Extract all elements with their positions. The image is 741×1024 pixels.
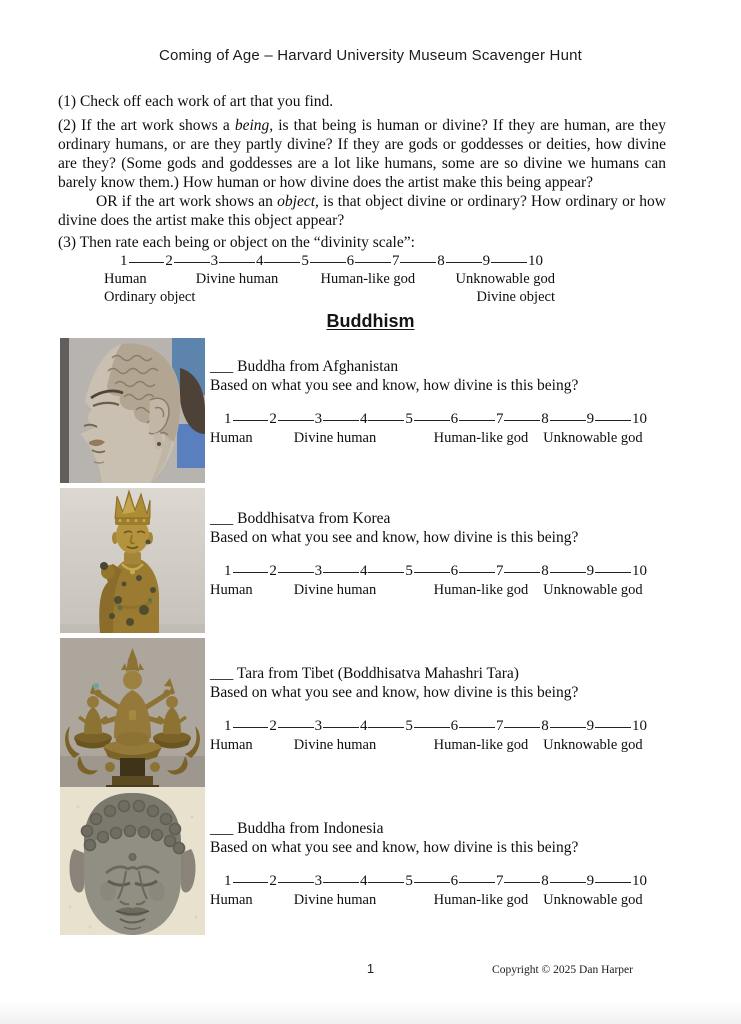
scale-line-segment [550,572,586,573]
artwork-title-line [210,819,647,838]
scale-line-segment [414,727,450,728]
scale-number-4: 4 [255,253,264,269]
scale-line-segment [595,727,631,728]
scale-line-segment [459,420,495,421]
scale-number-6: 6 [450,411,459,427]
rating-scale [210,411,647,445]
footer-copyright: Copyright © 2025 Dan Harper [492,964,633,976]
scale-line-segment [233,727,269,728]
scale-label-ordinary-object: Ordinary object [104,289,196,305]
instruction-step-2-being [58,116,666,192]
scale-line-segment [219,262,255,263]
rating-scale-labels [210,581,647,597]
artwork-item-tara-tibet [210,664,647,752]
divinity-scale-intro [104,253,555,305]
scale-number-1: 1 [120,253,128,269]
rating-scale-labels [210,736,647,752]
scale-number-1: 1 [224,563,232,579]
scale-label-human: Human [210,737,253,753]
scale-number-3: 3 [314,718,323,734]
artwork-title-line [210,664,647,683]
scale-line-segment [278,572,314,573]
artwork-title: Buddha from Indonesia [237,820,384,837]
scale-label-unknowable-god: Unknowable god [455,271,555,287]
scale-label-divine-human: Divine human [293,430,377,446]
scale-line-segment [504,572,540,573]
scale-number-8: 8 [541,411,549,427]
step2-or-text: OR if the art work shows an [96,193,278,210]
divinity-scale-ticks [120,253,543,269]
scale-number-2: 2 [269,563,277,579]
scale-number-5: 5 [405,718,413,734]
scale-number-7: 7 [495,411,504,427]
artwork-image-tara-tibet [60,638,205,789]
step2-text: (2) If the art work shows a [58,117,235,134]
scale-label-human: Human [210,892,253,908]
scale-line-segment [323,727,359,728]
rating-scale [210,718,647,752]
scale-line-segment [278,727,314,728]
scale-line-segment [323,420,359,421]
scale-label-divine-human: Divine human [293,892,377,908]
section-heading-buddhism: Buddhism [326,311,415,331]
artwork-item-boddhisatva-korea [210,509,647,597]
checkoff-blank: ___ [210,820,234,837]
artwork-item-buddha-indonesia [210,819,647,907]
scale-number-6: 6 [346,253,355,269]
artwork-image-buddha-indonesia [60,787,205,935]
scale-line-segment [233,420,269,421]
scale-label-human-like-god: Human-like god [433,737,529,753]
scale-line-segment [368,727,404,728]
step2-italic-being: being, [234,117,274,134]
artwork-title: Tara from Tibet (Boddhisatva Mahashri Tara) [236,665,519,682]
instruction-step-1: (1) Check off each work of art that you find. [58,93,334,110]
scale-line-segment [323,882,359,883]
artwork-question: Based on what you see and know, how divine is this being? [210,684,579,701]
artwork-title-line [210,509,647,528]
scale-label-human: Human [210,430,253,446]
scale-number-7: 7 [495,718,504,734]
scale-number-9: 9 [586,411,595,427]
artwork-title: Boddhisatva from Korea [237,510,391,527]
scale-line-segment [355,262,391,263]
scale-line-segment [264,262,300,263]
scale-number-7: 7 [391,253,400,269]
divinity-scale-being-labels [104,271,555,287]
scale-number-3: 3 [314,411,323,427]
scale-number-6: 6 [450,718,459,734]
scale-line-segment [504,420,540,421]
scale-label-human-like-god: Human-like god [433,582,529,598]
scale-number-3: 3 [314,873,323,889]
scale-number-1: 1 [224,873,232,889]
scale-number-8: 8 [541,873,549,889]
scale-label-human-like-god: Human-like god [320,271,416,287]
rating-scale-ticks [224,873,647,889]
scale-number-10: 10 [631,411,647,427]
scale-label-unknowable-god: Unknowable god [543,430,643,446]
scale-label-human-like-god: Human-like god [433,892,529,908]
scale-number-4: 4 [359,718,368,734]
scale-number-2: 2 [269,718,277,734]
rating-scale [210,563,647,597]
scale-line-segment [550,420,586,421]
checkoff-blank: ___ [210,358,234,375]
instruction-step-2-object [58,192,666,230]
scale-label-divine-human: Divine human [195,271,279,287]
footer-page-number: 1 [366,961,375,976]
step2-italic-object: object, [277,193,319,210]
scale-line-segment [504,727,540,728]
scale-label-unknowable-god: Unknowable god [543,892,643,908]
step2-or-text-cont: is that object divine or ordinary? How ordinary or how divine does the artist make this object appear? [58,193,667,229]
scale-label-unknowable-god: Unknowable god [543,582,643,598]
scale-number-5: 5 [405,411,413,427]
artwork-image-boddhisatva-korea [60,488,205,633]
scale-line-segment [550,882,586,883]
scale-line-segment [368,420,404,421]
scale-line-segment [323,572,359,573]
scale-number-6: 6 [450,873,459,889]
scale-label-human-like-god: Human-like god [433,430,529,446]
scale-label-human: Human [104,271,147,287]
divinity-scale-object-labels [104,289,555,305]
rating-scale [210,873,647,907]
scale-line-segment [400,262,436,263]
scale-number-9: 9 [482,253,491,269]
scale-number-1: 1 [224,411,232,427]
scale-line-segment [310,262,346,263]
step2-text-cont: is that being is human or divine? If they are human, are they ordinary humans, or are they partly divine? If they are gods or goddesses or deities, how divine are they? (Some gods and goddesses are a lot like humans, some are so divine we humans can barely know them.) How human or how divine does the artist make this being appear? [58,117,666,191]
scale-line-segment [550,727,586,728]
scale-number-4: 4 [359,411,368,427]
artwork-question: Based on what you see and know, how divine is this being? [210,529,579,546]
scale-line-segment [174,262,210,263]
artwork-question: Based on what you see and know, how divine is this being? [210,839,579,856]
scale-number-7: 7 [495,873,504,889]
artwork-image-buddha-afghanistan [60,338,205,483]
scale-line-segment [459,572,495,573]
scale-number-8: 8 [541,563,549,579]
scale-line-segment [278,882,314,883]
rating-scale-ticks [224,718,647,734]
scale-number-3: 3 [314,563,323,579]
document-title: Coming of Age – Harvard University Museum Scavenger Hunt [158,47,583,64]
rating-scale-ticks [224,563,647,579]
scale-number-2: 2 [165,253,173,269]
scale-number-9: 9 [586,873,595,889]
scale-number-3: 3 [210,253,219,269]
instruction-step-3: (3) Then rate each being or object on the “divinity scale”: [58,234,415,251]
scale-line-segment [595,572,631,573]
scale-number-10: 10 [631,563,647,579]
scale-number-9: 9 [586,718,595,734]
scale-line-segment [414,572,450,573]
artwork-title: Buddha from Afghanistan [237,358,399,375]
scale-label-divine-human: Divine human [293,737,377,753]
scale-number-1: 1 [224,718,232,734]
scale-number-10: 10 [527,253,543,269]
rating-scale-ticks [224,411,647,427]
scale-number-8: 8 [437,253,445,269]
rating-scale-labels [210,891,647,907]
scale-number-4: 4 [359,563,368,579]
checkoff-blank: ___ [210,665,234,682]
scale-number-5: 5 [301,253,309,269]
scale-number-9: 9 [586,563,595,579]
artwork-title-line [210,357,647,376]
scale-number-5: 5 [405,873,413,889]
scale-line-segment [414,420,450,421]
scale-line-segment [504,882,540,883]
scale-line-segment [459,882,495,883]
scale-label-divine-object: Divine object [476,289,555,305]
scale-line-segment [233,882,269,883]
page-bottom-edge [0,1002,741,1024]
scale-number-2: 2 [269,411,277,427]
instruction-step-2 [58,116,666,230]
artwork-question: Based on what you see and know, how divine is this being? [210,377,579,394]
checkoff-blank: ___ [210,510,234,527]
scale-line-segment [233,572,269,573]
scale-line-segment [368,572,404,573]
scale-number-10: 10 [631,873,647,889]
scale-number-7: 7 [495,563,504,579]
scale-number-4: 4 [359,873,368,889]
scale-label-divine-human: Divine human [293,582,377,598]
scale-line-segment [368,882,404,883]
scale-number-6: 6 [450,563,459,579]
scale-number-2: 2 [269,873,277,889]
scale-line-segment [595,882,631,883]
scale-line-segment [129,262,165,263]
scale-label-unknowable-god: Unknowable god [543,737,643,753]
scale-line-segment [459,727,495,728]
scale-number-8: 8 [541,718,549,734]
scale-label-human: Human [210,582,253,598]
scale-number-5: 5 [405,563,413,579]
scale-number-10: 10 [631,718,647,734]
scale-line-segment [491,262,527,263]
scale-line-segment [414,882,450,883]
rating-scale-labels [210,429,647,445]
scale-line-segment [278,420,314,421]
artwork-item-buddha-afghanistan [210,357,647,445]
scale-line-segment [595,420,631,421]
scale-line-segment [446,262,482,263]
